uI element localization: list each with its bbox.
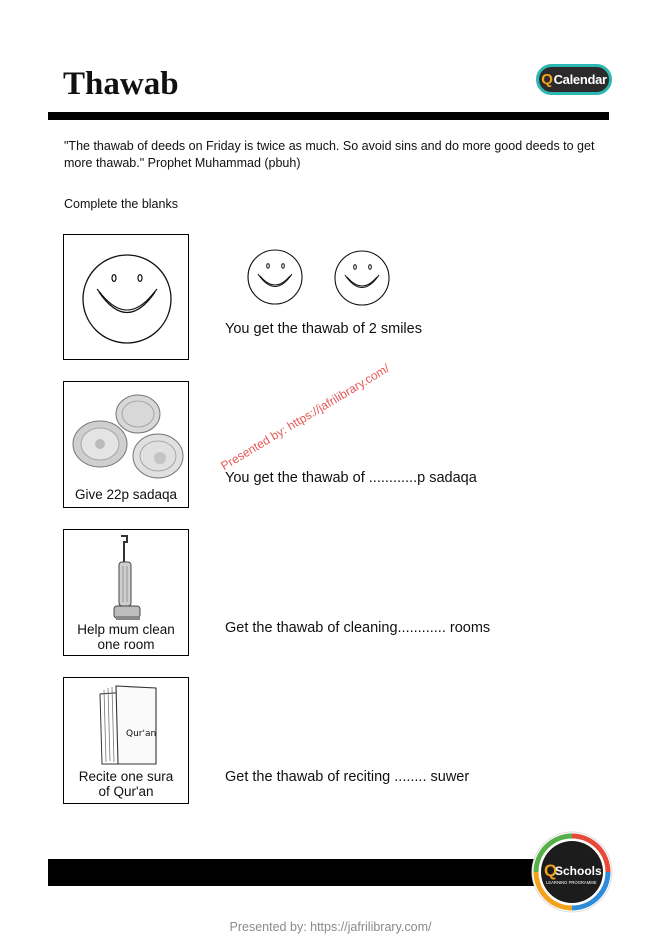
- card-vacuum-caption: [64, 622, 188, 652]
- title-divider: [48, 112, 609, 120]
- instruction-text: Complete the blanks: [64, 197, 178, 211]
- caption-line-1: Help mum clean: [77, 622, 175, 637]
- two-smiley-faces-icon: [246, 247, 396, 311]
- qschools-logo: [530, 830, 614, 914]
- footer-bar: [48, 859, 609, 886]
- page-title: Thawab: [63, 66, 179, 102]
- logo-q: Q: [541, 71, 553, 88]
- row-4-text: Get the thawab of reciting ........ suwer: [225, 769, 470, 785]
- row-1-text: You get the thawab of 2 smiles: [225, 321, 422, 337]
- caption-line-2: of Qur'an: [98, 784, 154, 799]
- caption-line-1: Recite one sura: [78, 769, 174, 784]
- card-coins-caption: Give 22p sadaqa: [74, 487, 178, 502]
- card-vacuum: [63, 529, 189, 656]
- card-quran: [63, 677, 189, 804]
- coins-icon: [64, 386, 188, 486]
- hadith-quote: "The thawab of deeds on Friday is twice as much. So avoid sins and do more good deeds to get more thawab." Prophet Muhammad (pbuh): [64, 139, 595, 170]
- card-quran-caption: [64, 769, 188, 799]
- logo-subtext: LEARNING PROGRAMME: [546, 880, 597, 885]
- card-coins: [63, 381, 189, 508]
- vacuum-cleaner-icon: [64, 532, 188, 624]
- row-2-text: You get the thawab of ............p sadaqa: [225, 470, 477, 486]
- caption-line-2: one room: [97, 637, 155, 652]
- qcalendar-logo: [536, 64, 612, 95]
- watermark-text: Presented by: https://jafrilibrary.com/: [218, 361, 392, 474]
- logo-text: Calendar: [553, 72, 607, 87]
- logo-text: Schools: [555, 864, 602, 878]
- logo-q: Q: [544, 861, 558, 880]
- presented-by-text: Presented by: https://jafrilibrary.com/: [229, 920, 432, 934]
- card-smiley: [63, 234, 189, 360]
- smiley-face-icon: [64, 235, 188, 359]
- row-3-text: Get the thawab of cleaning............ rooms: [225, 620, 491, 636]
- quran-book-icon: [64, 678, 188, 770]
- book-label: Qur'an: [126, 729, 157, 739]
